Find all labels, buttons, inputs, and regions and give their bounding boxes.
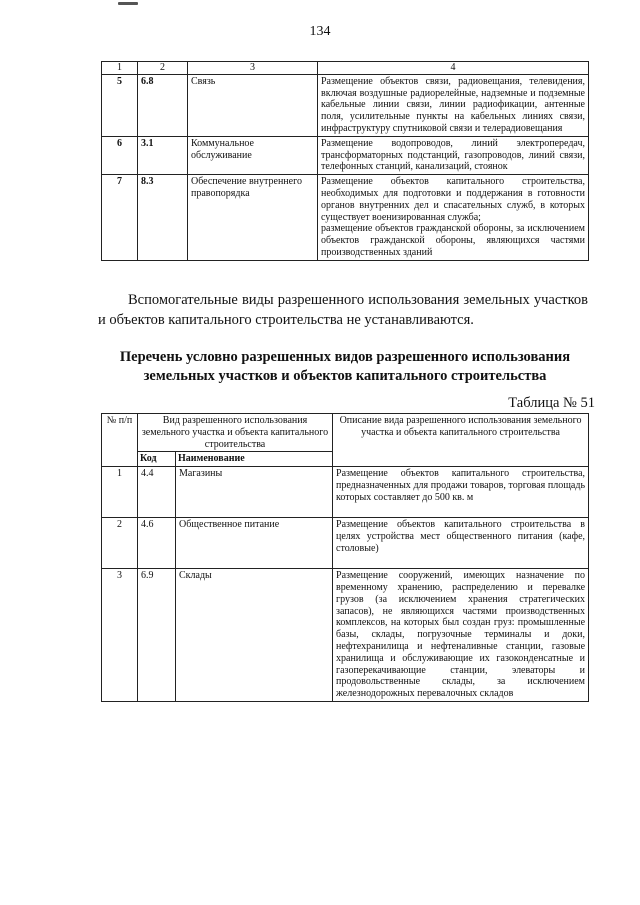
row-description: Размещение объектов капитального строительства в целях устройства мест общественного питания (кафе, столовые): [333, 518, 589, 569]
auxiliary-uses-paragraph: Вспомогательные виды разрешенного использования земельных участков и объектов капитального строительства не устанавливаются.: [98, 292, 588, 328]
row-code: 6.8: [138, 74, 188, 136]
table-row: [102, 467, 589, 518]
row-code: 8.3: [138, 175, 188, 261]
row-name: Склады: [176, 569, 333, 702]
header-code: Код: [138, 452, 176, 467]
row-description-part-2: размещение объектов гражданской обороны, за исключением объектов гражданской обороны, являющихся частями производственных зданий: [321, 223, 585, 258]
header-cell: 3: [188, 62, 318, 75]
row-name: Общественное питание: [176, 518, 333, 569]
row-description: [318, 175, 589, 261]
row-number: 5: [102, 74, 138, 136]
table-main: [101, 413, 589, 702]
row-code: 6.9: [138, 569, 176, 702]
row-name: Магазины: [176, 467, 333, 518]
table-row: [102, 74, 589, 136]
table-top: [101, 61, 589, 261]
row-name: Связь: [188, 74, 318, 136]
row-description: Размещение объектов капитального строительства, предназначенных для продажи товаров, торговая площадь которых составляет до 500 кв. м: [333, 467, 589, 518]
section-heading: Перечень условно разрешенных видов разрешенного использования земельных участков и объектов капитального строительства: [119, 349, 571, 384]
page-number: 134: [309, 24, 331, 39]
table-main-header: [102, 414, 589, 452]
header-cell: 1: [102, 62, 138, 75]
row-number: 2: [102, 518, 138, 569]
row-number: 3: [102, 569, 138, 702]
table-row: [102, 175, 589, 261]
header-cell: 2: [138, 62, 188, 75]
row-description: Размещение водопроводов, линий электропередач, трансформаторных подстанций, газопроводов, линий связи, телефонных станций, канализаций, стоянок: [318, 136, 589, 174]
header-name: Наименование: [176, 452, 333, 467]
table-row: [102, 569, 589, 702]
scan-artifact: [118, 2, 138, 5]
row-number: 1: [102, 467, 138, 518]
table-caption: Таблица № 51: [508, 395, 595, 411]
row-code: 4.4: [138, 467, 176, 518]
header-cell: 4: [318, 62, 589, 75]
header-description: Описание вида разрешенного использования земельного участка и объекта капитального строительства: [333, 414, 589, 467]
row-name: Обеспечение внутреннего правопорядка: [188, 175, 318, 261]
row-code: 3.1: [138, 136, 188, 174]
table-row: [102, 136, 589, 174]
row-number: 6: [102, 136, 138, 174]
row-description: Размещение объектов связи, радиовещания, телевидения, включая воздушные радиорелейные, надземные и подземные кабельные линии связи, линии радиофикации, антенные поля, усилительные пункты на кабельных линиях связи, инфраструктуру спутниковой связи и телерадиовещания: [318, 74, 589, 136]
row-description-part-1: Размещение объектов капитального строительства, необходимых для подготовки и поддержания в готовности органов внутренних дел и спасательных служб, в которых существует военизированная служба;: [321, 176, 585, 223]
row-number: 7: [102, 175, 138, 261]
header-kind: Вид разрешенного использования земельного участка и объекта капитального строительства: [138, 414, 333, 452]
row-description: Размещение сооружений, имеющих назначение по временному хранению, распределению и перевалке грузов (за исключением хранения стратегических запасов), не являющихся частями производственных комплексов, на которых был создан груз: промышленные базы, склады, погрузочные терминалы и доки, нефтехранилища и нефтеналивные станции, газовые хранилища и обслуживающие их газоконденсатные и газоперекачивающие станции, элеваторы и продовольственные склады, за исключением железнодорожных перевалочных складов: [333, 569, 589, 702]
row-name: Коммунальное обслуживание: [188, 136, 318, 174]
table-row: [102, 518, 589, 569]
row-code: 4.6: [138, 518, 176, 569]
table-top-header: [102, 62, 589, 75]
header-num: № п/п: [102, 414, 138, 467]
